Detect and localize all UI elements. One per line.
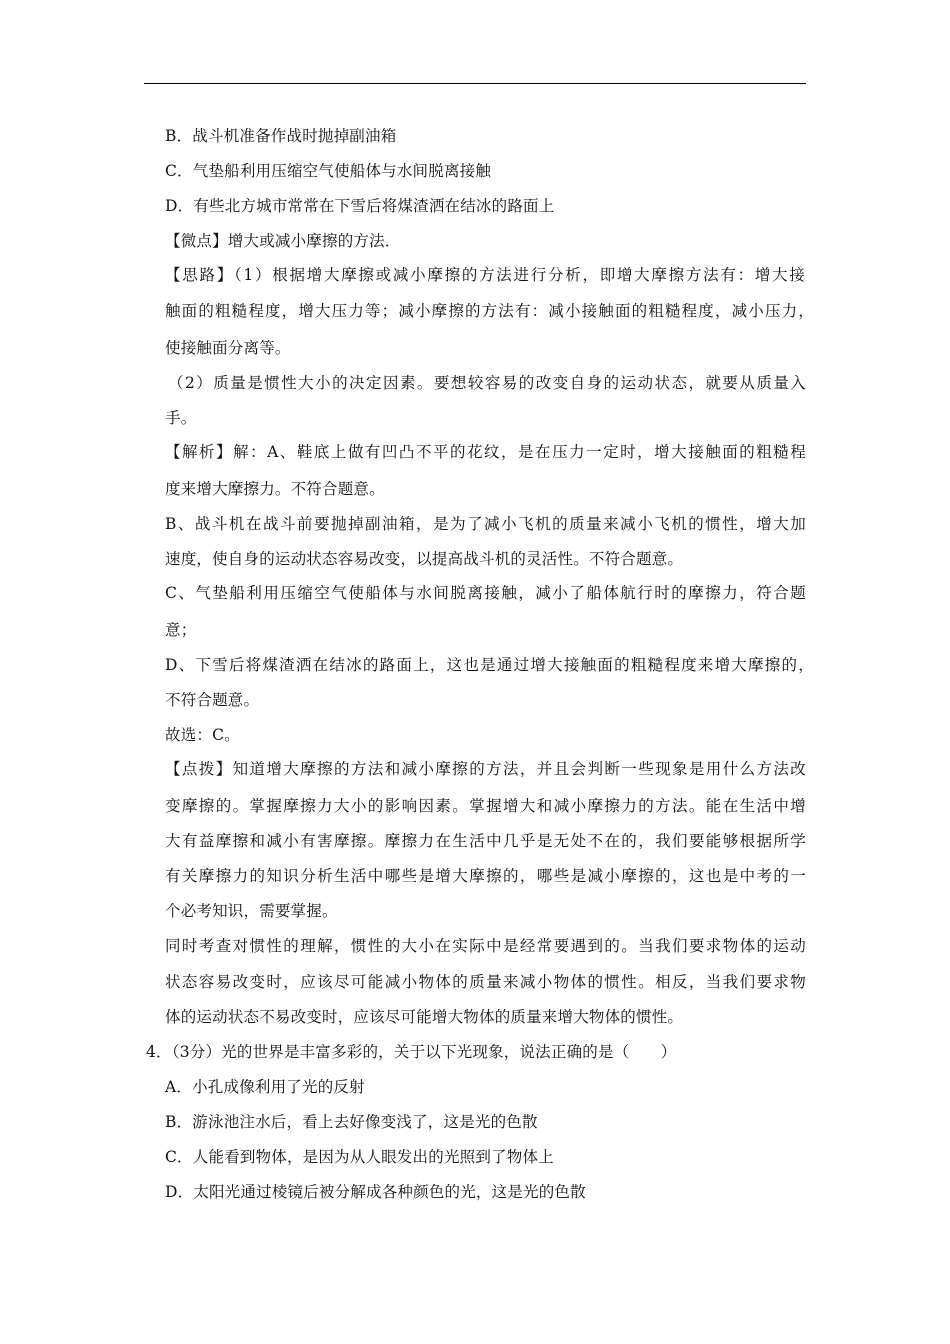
dianbo-line-5: 个必考知识，需要掌握。 bbox=[165, 902, 338, 920]
jiexi-line-1: 【解析】解：A、鞋底上做有凹凸不平的花纹，是在压力一定时，增大接触面的粗糙程 bbox=[165, 443, 806, 461]
question-4-option-a: A．小孔成像利用了光的反射 bbox=[165, 1078, 365, 1096]
dianbo-line-7: 状态容易改变时，应该尽可能减小物体的质量来减小物体的惯性。相反，当我们要求物 bbox=[165, 973, 806, 991]
jiexi-line-5: C、气垫船利用压缩空气使船体与水间脱离接触，减小了船体航行时的摩擦力，符合题 bbox=[165, 584, 806, 602]
answer-line: 故选：C。 bbox=[165, 726, 240, 744]
silu-line-2: 触面的粗糙程度，增大压力等；减小摩擦的方法有：减小接触面的粗糙程度，减小压力， bbox=[165, 302, 814, 320]
dianbo-line-6: 同时考查对惯性的理解，惯性的大小在实际中是经常要遇到的。当我们要求物体的运动 bbox=[165, 937, 806, 955]
silu-line-3: 使接触面分离等。 bbox=[165, 339, 291, 357]
option-d-prev: D．有些北方城市常常在下雪后将煤渣洒在结冰的路面上 bbox=[165, 197, 555, 215]
question-4-option-b: B．游泳池注水后，看上去好像变浅了，这是光的色散 bbox=[165, 1113, 538, 1131]
question-4-option-c: C．人能看到物体，是因为从人眼发出的光照到了物体上 bbox=[165, 1148, 554, 1166]
silu-line-5: 手。 bbox=[165, 409, 197, 427]
silu-line-4: （2）质量是惯性大小的决定因素。要想较容易的改变自身的运动状态，就要从质量入 bbox=[168, 374, 806, 392]
jiexi-line-8: 不符合题意。 bbox=[165, 691, 260, 709]
dianbo-line-2: 变摩擦的。掌握摩擦力大小的影响因素。掌握增大和减小摩擦力的方法。能在生活中增 bbox=[165, 797, 806, 815]
option-c-prev: C．气垫船利用压缩空气使船体与水间脱离接触 bbox=[165, 162, 492, 180]
jiexi-line-6: 意； bbox=[165, 621, 197, 639]
header-rule bbox=[144, 83, 806, 84]
dianbo-line-4: 有关摩擦力的知识分析生活中哪些是增大摩擦的，哪些是减小摩擦的，这也是中考的一 bbox=[165, 867, 806, 885]
question-4-stem: 4．（3分）光的世界是丰富多彩的，关于以下光现象，说法正确的是（ ） bbox=[146, 1043, 677, 1061]
dianbo-line-8: 体的运动状态不易改变时，应该尽可能增大物体的质量来增大物体的惯性。 bbox=[165, 1008, 684, 1026]
dianbo-line-3: 大有益摩擦和减小有害摩擦。摩擦力在生活中几乎是无处不在的，我们要能够根据所学 bbox=[165, 832, 806, 850]
question-4-option-d: D．太阳光通过棱镜后被分解成各种颜色的光，这是光的色散 bbox=[165, 1183, 586, 1201]
jiexi-line-3: B、战斗机在战斗前要抛掉副油箱，是为了减小飞机的质量来减小飞机的惯性，增大加 bbox=[165, 515, 806, 533]
jiexi-line-2: 度来增大摩擦力。不符合题意。 bbox=[165, 480, 385, 498]
option-b-prev: B．战斗机准备作战时抛掉副油箱 bbox=[165, 127, 397, 145]
dianbo-line-1: 【点拨】知道增大摩擦的方法和减小摩擦的方法，并且会判断一些现象是用什么方法改 bbox=[165, 760, 806, 778]
jiexi-line-4: 速度，使自身的运动状态容易改变，以提高战斗机的灵活性。不符合题意。 bbox=[165, 550, 684, 568]
silu-line-1: 【思路】（1）根据增大摩擦或减小摩擦的方法进行分析，即增大摩擦方法有：增大接 bbox=[165, 266, 805, 284]
jiexi-line-7: D、下雪后将煤渣洒在结冰的路面上，这也是通过增大接触面的粗糙程度来增大摩擦的， bbox=[165, 656, 814, 674]
weidian-line: 【微点】增大或减小摩擦的方法． bbox=[165, 232, 401, 250]
